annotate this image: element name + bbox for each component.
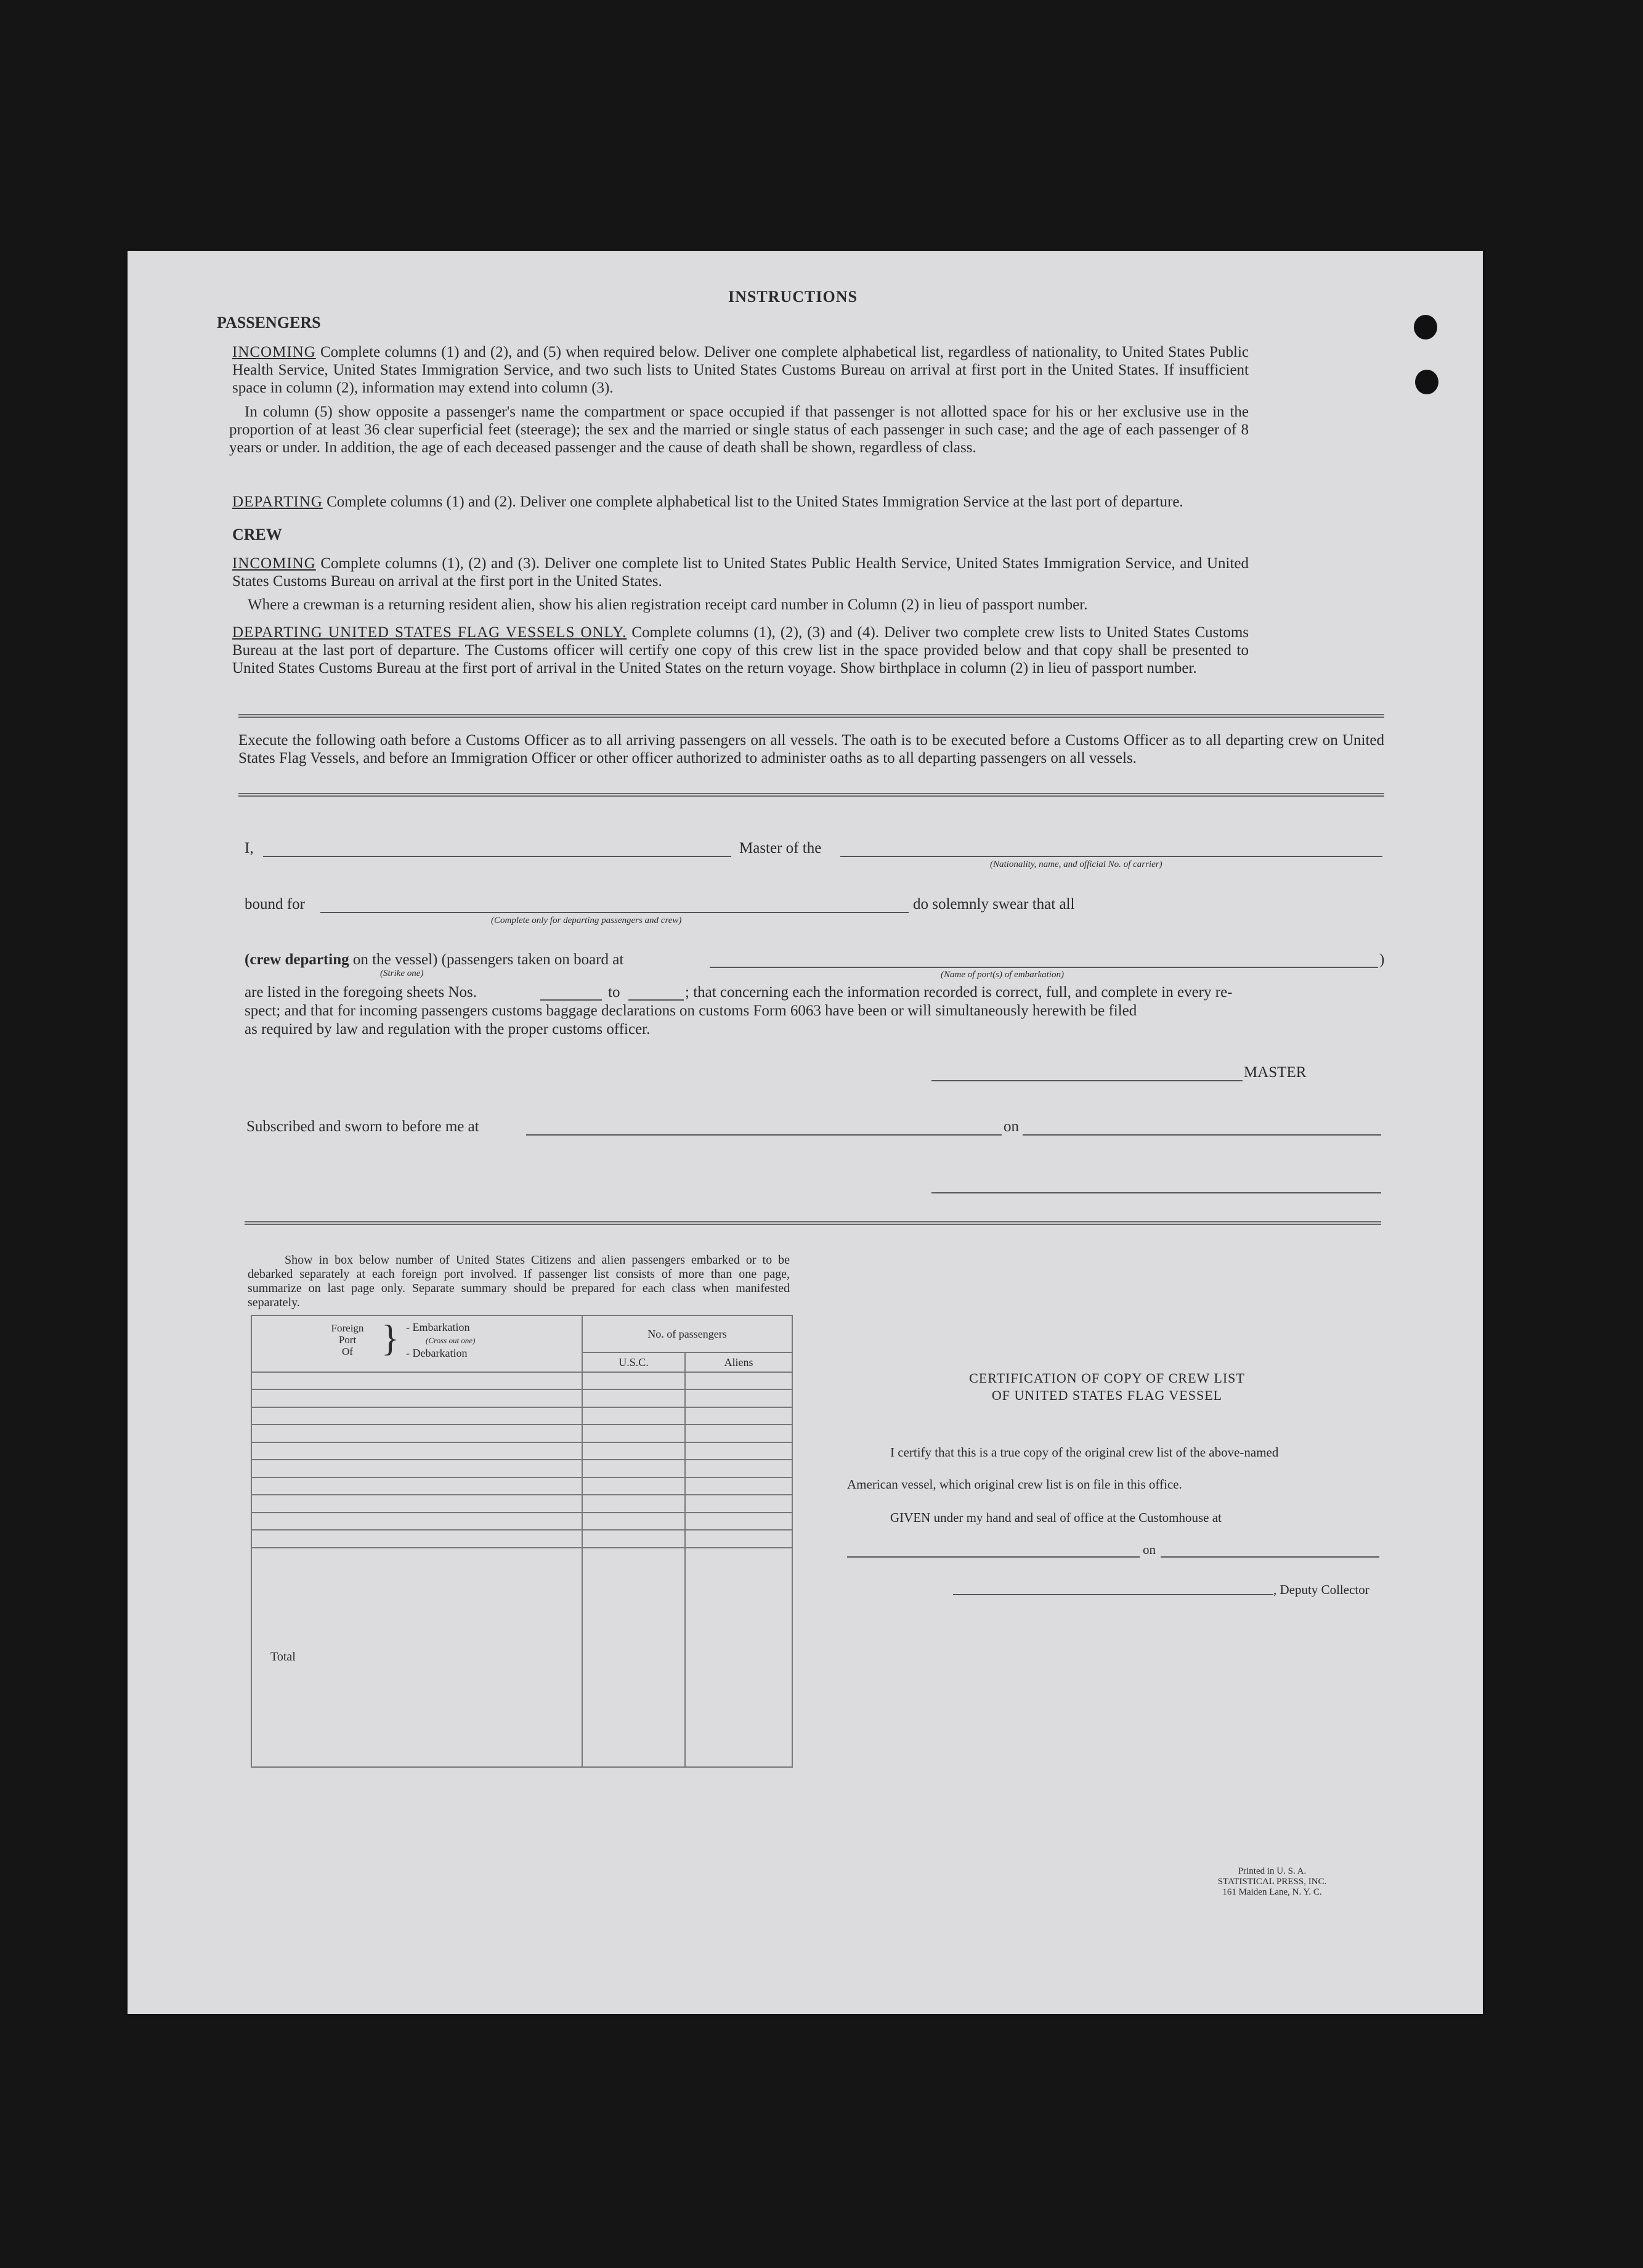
column5-paragraph: In column (5) show opposite a passenger's name the compartment or space occupied if that passenger is not allotted space for his or her exclusive use in the proportion of at least 36 clear superficial feet (steerage); the sex and the married or single status of each passenger in such case; and the age of each passenger of 8 years or under. In addition, the age of each deceased passenger and the cause of death shall be shown, regardless of class. xyxy=(229,404,1249,456)
port-header-cell xyxy=(251,1315,582,1372)
certify-line1: I certify that this is a true copy of the original crew list of the above-named xyxy=(890,1445,1279,1460)
table-row[interactable] xyxy=(251,1477,582,1495)
bound-for-label: bound for xyxy=(245,896,305,912)
oath-text-line2: spect; and that for incoming passengers customs baggage declarations on customs Form 6063 have been or will simultaneously herewith be filed xyxy=(245,1002,1137,1019)
certification-on: on xyxy=(1143,1542,1156,1557)
crew-passenger-choice xyxy=(245,951,623,969)
passengers-heading: PASSENGERS xyxy=(217,314,321,331)
sheet-to-field[interactable] xyxy=(628,999,684,1001)
carrier-note: (Nationality, name, and official No. of carrier) xyxy=(990,860,1162,869)
officer-signature-field[interactable] xyxy=(931,1192,1381,1193)
resident-alien-note: Where a crewman is a returning resident alien, show his alien registration receipt card number in Column (2) in lieu of passport number. xyxy=(248,596,1088,613)
strike-one-note: (Strike one) xyxy=(380,969,424,978)
sworn-date-field[interactable] xyxy=(1023,1134,1381,1136)
crew-incoming-label: INCOMING xyxy=(232,555,316,572)
table-row[interactable] xyxy=(251,1372,582,1389)
embarkation-port-field[interactable] xyxy=(710,967,1378,968)
master-of-the-label: Master of the xyxy=(739,840,822,856)
table-row[interactable] xyxy=(251,1407,582,1425)
passengers-incoming xyxy=(232,343,1249,397)
double-rule xyxy=(238,793,1384,797)
sworn-place-field[interactable] xyxy=(526,1134,1002,1136)
total-label: Total xyxy=(251,1548,582,1767)
oath-text-line1: ; that concerning each the information recorded is correct, full, and complete in every re- xyxy=(685,984,1233,1001)
brace: } xyxy=(381,1318,399,1359)
solemnly-swear: do solemnly swear that all xyxy=(913,896,1075,912)
sheet-from-field[interactable] xyxy=(540,999,602,1001)
total-aliens[interactable] xyxy=(685,1548,792,1767)
certification-title: CERTIFICATION OF COPY OF CREW LIST OF UNITED STATES FLAG VESSEL xyxy=(969,1370,1245,1403)
master-name-field[interactable] xyxy=(263,856,731,857)
table-row[interactable] xyxy=(251,1513,582,1530)
double-rule xyxy=(238,714,1384,718)
total-usc[interactable] xyxy=(582,1548,685,1767)
crew-heading: CREW xyxy=(232,526,282,543)
printer-imprint: Printed in U. S. A. STATISTICAL PRESS, INC. 161 Maiden Lane, N. Y. C. xyxy=(1217,1866,1327,1897)
oath-instructions: Execute the following oath before a Customs Officer as to all arriving passengers on all vessels. The oath is to be executed before a Customs Officer as to all departing crew on United States Flag Vessels, and before an Immigration Officer or other officer authorized to administer oaths as to all departing passengers on all vessels. xyxy=(238,732,1384,766)
passengers-departing xyxy=(232,493,1249,511)
crew-departing xyxy=(232,624,1249,677)
double-rule xyxy=(245,1221,1381,1225)
summary-note: Show in box below number of United States Citizens and alien passengers embarked or to be debarked separately at each foreign port involved. If passenger list consists of more than one page, summarize on last page only. Separate summary should be prepared for each class when manifested separately. xyxy=(248,1253,790,1309)
form-page xyxy=(128,251,1483,2014)
punch-hole xyxy=(1414,315,1437,339)
punch-hole xyxy=(1415,370,1438,394)
deputy-collector-label: , Deputy Collector xyxy=(1273,1582,1369,1597)
master-signature-field[interactable] xyxy=(931,1080,1243,1081)
crew-departing-option[interactable]: (crew departing xyxy=(245,951,349,968)
page-title: INSTRUCTIONS xyxy=(728,288,858,306)
deputy-signature-field[interactable] xyxy=(953,1594,1273,1595)
crew-incoming-text: Complete columns (1), (2) and (3). Deliver one complete list to United States Public Health Service, United States Immigration Service, and United States Customs Bureau on arrival at the first port in the United States. xyxy=(232,555,1249,590)
incoming-label: INCOMING xyxy=(232,344,316,360)
table-row[interactable] xyxy=(251,1425,582,1442)
embark-debark-choice[interactable]: - Embarkation (Cross out one) - Debarkation xyxy=(406,1321,476,1359)
certification-date-field[interactable] xyxy=(1161,1556,1379,1558)
departing-text: Complete columns (1) and (2). Deliver one complete alphabetical list to the United States Immigration Service at the last port of departure. xyxy=(327,494,1183,510)
sheets-label: are listed in the foregoing sheets Nos. xyxy=(245,984,477,1001)
passenger-summary-table xyxy=(251,1315,793,1768)
carrier-field[interactable] xyxy=(840,856,1382,857)
bound-for-note: (Complete only for departing passengers and crew) xyxy=(491,916,682,925)
foreign-port-of: Foreign Port Of xyxy=(331,1322,364,1357)
bound-for-field[interactable] xyxy=(320,912,909,913)
master-label: MASTER xyxy=(1244,1064,1307,1081)
close-paren: ) xyxy=(1379,951,1385,968)
no-of-passengers-header: No. of passengers xyxy=(582,1315,792,1352)
crew-incoming xyxy=(232,555,1249,590)
customhouse-field[interactable] xyxy=(847,1556,1140,1558)
table-row[interactable] xyxy=(251,1495,582,1512)
subscribed-label: Subscribed and sworn to before me at xyxy=(246,1118,479,1135)
ports-note: (Name of port(s) of embarkation) xyxy=(941,970,1064,980)
on-vessel: on the vessel) xyxy=(352,951,438,968)
table-row[interactable] xyxy=(251,1389,582,1407)
sworn-on-label: on xyxy=(1004,1118,1019,1135)
sheets-to: to xyxy=(608,984,620,1001)
table-row[interactable] xyxy=(251,1442,582,1460)
given-line: GIVEN under my hand and seal of office at the Customhouse at xyxy=(890,1510,1222,1525)
oath-text-line3: as required by law and regulation with the proper customs officer. xyxy=(245,1021,651,1038)
incoming-text: Complete columns (1) and (2), and (5) when required below. Deliver one complete alphabetical list, regardless of nationality, to United States Public Health Service, United States Immigration Service, and two such lists to United States Customs Bureau on arrival at first port in the United States. If insufficient space in column (2), information may extend into column (3). xyxy=(232,344,1249,396)
crew-departing-label: DEPARTING UNITED STATES FLAG VESSELS ONLY. xyxy=(232,624,627,641)
table-row[interactable] xyxy=(251,1460,582,1477)
usc-header: U.S.C. xyxy=(582,1352,685,1372)
passengers-taken-option[interactable]: (passengers taken on board at xyxy=(441,951,624,968)
table-row[interactable] xyxy=(251,1530,582,1547)
certify-line2: American vessel, which original crew list is on file in this office. xyxy=(847,1477,1182,1492)
departing-label: DEPARTING xyxy=(232,494,323,510)
oath-i: I, xyxy=(245,840,254,856)
crew-departing-text: Complete columns (1), (2), (3) and (4). Deliver two complete crew lists to United States Customs Bureau at the last port of departure. The Customs officer will certify one copy of this crew list in the space provided below and that copy shall be presented to United States Customs Bureau at the first port of arrival in the United States on the return voyage. Show birthplace in column (2) in lieu of passport number. xyxy=(232,624,1249,677)
aliens-header: Aliens xyxy=(685,1352,792,1372)
